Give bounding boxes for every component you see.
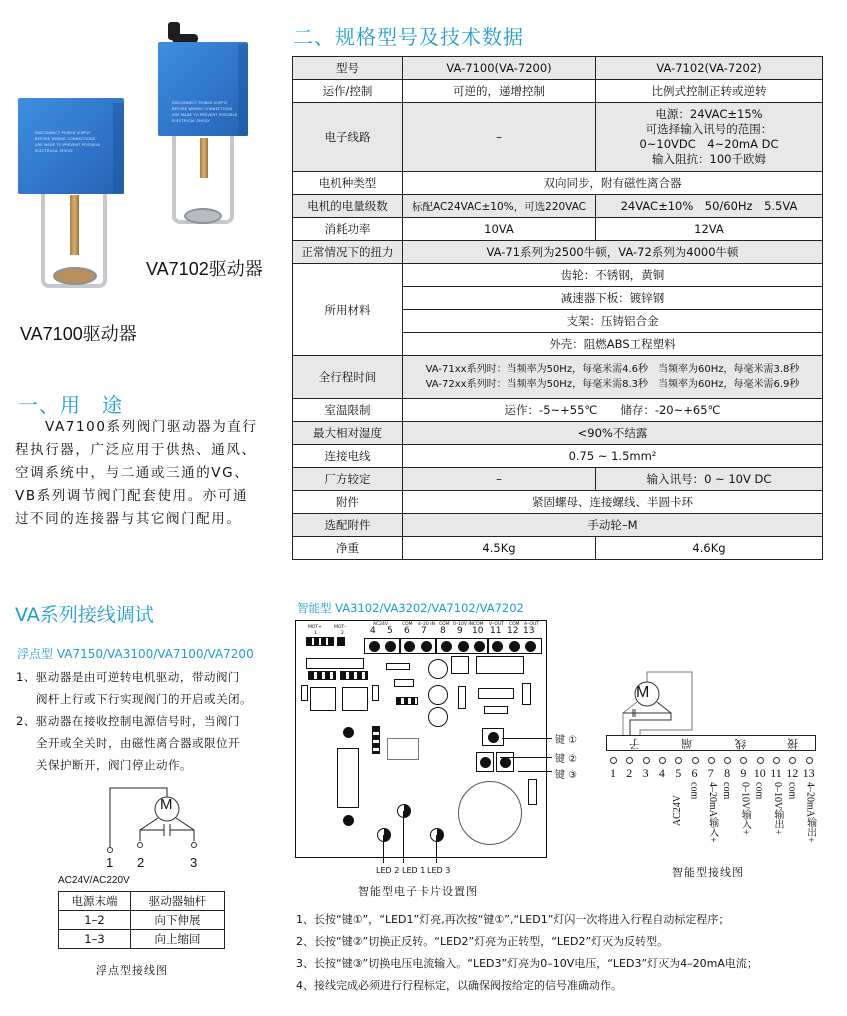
terminal-icon (108, 848, 113, 853)
terminal-function-label: 0–10V输出+ (772, 782, 783, 835)
note-2: 2、长按“键②”切换正反转。“LED2”灯亮为正转型，“LED2”灯灭为反转型。 (296, 935, 669, 948)
table-row: 正常情况下的扭力 VA-71系列为2500牛顿，VA-72系列为4000牛顿 (293, 241, 823, 264)
supply-label: AC24V/AC220V (58, 875, 130, 886)
floating-subtitle: 浮点型 VA7150/VA3100/VA7100/VA7200 (17, 647, 254, 661)
table-row: 净重 4.5Kg 4.6Kg (293, 537, 823, 560)
led-3 (430, 828, 444, 842)
led-3-label: LED 3 (427, 866, 451, 875)
terminal-icon (626, 757, 633, 764)
table-row (293, 57, 823, 80)
note-1: 1、长按“键①”，“LED1”灯亮,再次按“键①”,“LED1”灯闪一次将进入行程自动标定程序； (296, 913, 730, 926)
terminal-number: 7 (707, 766, 714, 780)
table-row: 外壳：阻燃ABS工程塑料 (293, 333, 823, 356)
key-1-label: 键 ① (555, 735, 578, 746)
table-row: 1–2 向下伸展 (59, 911, 225, 930)
terminal-function-label: AC24V (672, 795, 684, 827)
terminal-number: 9 (740, 766, 747, 780)
va7102-label: VA7102驱动器 (146, 259, 263, 279)
smart-caption: 智能型接线图 (672, 866, 744, 879)
terminal-number: 6 (691, 766, 698, 780)
terminal-icon (659, 757, 666, 764)
terminal-icon (806, 757, 813, 764)
terminal-icon (138, 843, 143, 848)
terminal-icon (757, 757, 764, 764)
table-row: 连接电线 0.75 ~ 1.5mm² (293, 445, 823, 468)
mot-connector (306, 637, 334, 646)
led-2 (377, 828, 391, 842)
table-row: 消耗功率 10VA 12VA (293, 218, 823, 241)
table-row: 室温限制 运作：-5~+55℃ 储存：-20~+65℃ (293, 399, 823, 422)
resistor (386, 663, 410, 670)
note-3: 3、长按“键③”切换电压电流输入。“LED3”灯亮为0–10V电压，“LED3”灯灭为4–20mA电流； (296, 957, 758, 970)
table-row: 选配附件 手动轮–M (293, 514, 823, 537)
step-1: 1、驱动器是由可逆转电机驱动，带动阀门 (16, 670, 240, 684)
terminal-function-label: com (753, 782, 765, 800)
terminal-icon (192, 843, 197, 848)
terminal-icon (740, 757, 747, 764)
table-row: 电子线路 – 电源：24VAC±15% 可选择输入讯号的范围： 0~10VDC 4~20mA DC 输入阻抗：100千欧姆 (293, 103, 823, 172)
table-row: 厂方较定 – 输入讯号：0 ~ 10V DC (293, 468, 823, 491)
led-2-label: LED 2 (376, 866, 400, 875)
relay (342, 687, 368, 711)
header-key: 型号 (293, 57, 403, 80)
table-row: 全行程时间 VA-71xx系列时：当频率为50Hz，每毫米需4.6秒 当频率为60Hz，每毫米需3.8秒 VA-72xx系列时：当频率为50Hz，每毫米需8.3秒 当频率为60Hz，每毫米需6.9秒 (293, 356, 823, 399)
smart-subtitle: 智能型 VA3102/VA3202/VA7102/VA7202 (297, 601, 524, 615)
terminal-icon (643, 757, 650, 764)
key-3-label: 键 ③ (555, 770, 578, 781)
terminal-icon (789, 757, 796, 764)
ic-chip (478, 688, 514, 699)
capacitor (428, 707, 448, 727)
table-row: 运作/控制 可逆的，递增控制 比例式控制正转或逆转 (293, 80, 823, 103)
terminal-icon (724, 757, 731, 764)
table-row: 电机的电量级数 标配AC24VAC±10%，可选220VAC 24VAC±10% 50/60Hz 5.5VA (293, 195, 823, 218)
terminal-number: 11 (770, 766, 782, 780)
terminal-number: 4 (658, 766, 665, 780)
pcb-caption: 智能型电子卡片设置图 (358, 885, 478, 898)
terminal-icon (610, 757, 617, 764)
terminal-function-label: 4–20mA输入+ (706, 782, 718, 843)
va7100-actuator-photo: DISCONNECT POWER SUPPLY BEFORE WIRING CONNECTIONS ARE MADE TO PREVENT POSSIBLE ELECTRICAL SHOCK (15, 95, 125, 300)
terminal-number: 12 (786, 766, 799, 780)
terminal-icon (708, 757, 715, 764)
terminal-icon (773, 757, 780, 764)
terminal-function-label: com (688, 782, 700, 800)
floating-table (58, 891, 225, 949)
terminal-icon (692, 757, 699, 764)
terminal-number: 2 (626, 766, 633, 780)
terminal-number: 10 (753, 766, 766, 780)
led-1 (397, 804, 411, 818)
wiring-title: VA系列接线调试 (15, 604, 154, 626)
smart-wiring-diagram (605, 670, 835, 740)
led-1-label: LED 1 (402, 866, 426, 875)
key-2-label: 键 ② (555, 754, 578, 765)
table-row: 电机种类型 双向同步，附有磁性离合器 (293, 172, 823, 195)
capacitor (428, 685, 448, 705)
terminal-function-label: 0–10V输入+ (739, 782, 751, 835)
terminal-number: 8 (724, 766, 731, 780)
floating-steps: 1、驱动器是由可逆转电机驱动，带动阀门 阀杆上行或下行实现阀门的开启或关闭。 2、驱动器在接收控制电源信号时，当阀门 全开或全关时，由磁性离合器或限位开 关保护断开，阀门停止动作。 (16, 666, 252, 776)
table-row: 所用材料 齿轮：不锈钢，黄铜 (293, 264, 823, 287)
va7100-label: VA7100驱动器 (20, 324, 137, 344)
capacitor (428, 659, 448, 679)
usage-title: 一、用 途 (18, 393, 123, 417)
floating-wiring-diagram (100, 785, 210, 855)
relay (310, 687, 336, 711)
floating-caption: 浮点型接线图 (96, 964, 168, 977)
motor-label: M (160, 796, 173, 813)
power-resistor (337, 748, 359, 808)
header-col2: VA-7102(VA-7202) (596, 57, 823, 80)
terminal-icon (675, 757, 682, 764)
terminal-function-label: com (721, 782, 733, 800)
pcb-board: MOT+ MOT– 1 2 AC24V COM 4–20 IN COM 0–10V IN COM V–OUT COM A–OUT 4 5 6 7 8 9 10 11 12 13 (295, 620, 547, 858)
usage-paragraph: VA7100系列阀门驱动器为直行 程执行器，广泛应用于供热、通风、 空调系统中，与二通或三通的VG、 VB系列调节阀门配套使用。亦可通 过不同的连接器与其它阀门配用。 (15, 419, 258, 527)
table-row: 附件 紧固螺母、连接螺线、半圆卡环 (293, 491, 823, 514)
terminal-function-label: com (786, 782, 798, 800)
terminal-number: 3 (642, 766, 649, 780)
terminal-number: 5 (675, 766, 682, 780)
potentiometer (458, 781, 522, 845)
table-row: 支架：压铸铝合金 (293, 310, 823, 333)
terminal-function-label: 4–20mA输出+ (804, 782, 816, 843)
motor-label: M (636, 684, 650, 701)
table-row: 最大相对湿度 <90%不结露 (293, 422, 823, 445)
specs-title: 二、规格型号及技术数据 (293, 25, 524, 49)
header-col1: VA-7100(VA-7200) (403, 57, 596, 80)
terminal-strip: 子 端 线 接 (606, 735, 816, 751)
resistor (394, 679, 414, 687)
table-row: 电源末端 驱动器轴杆 (59, 892, 225, 911)
spec-table (292, 56, 823, 560)
note-4: 4、接线完成必须进行行程标定，以确保阀按给定的信号准确动作。 (296, 979, 622, 992)
table-row: 减速器下板：镀锌钢 (293, 287, 823, 310)
terminal-number: 1 (610, 766, 616, 780)
terminal-number: 13 (802, 766, 815, 780)
va7102-actuator-photo: DISCONNECT POWER SUPPLY BEFORE WIRING CONNECTIONS ARE MADE TO PREVENT POSSIBLE ELECTRICAL SHOCK (150, 20, 250, 240)
table-row: 1–3 向上缩回 (59, 930, 225, 949)
smart-notes (296, 909, 758, 997)
step-2: 2、驱动器在接收控制电源信号时，当阀门 (16, 714, 240, 728)
